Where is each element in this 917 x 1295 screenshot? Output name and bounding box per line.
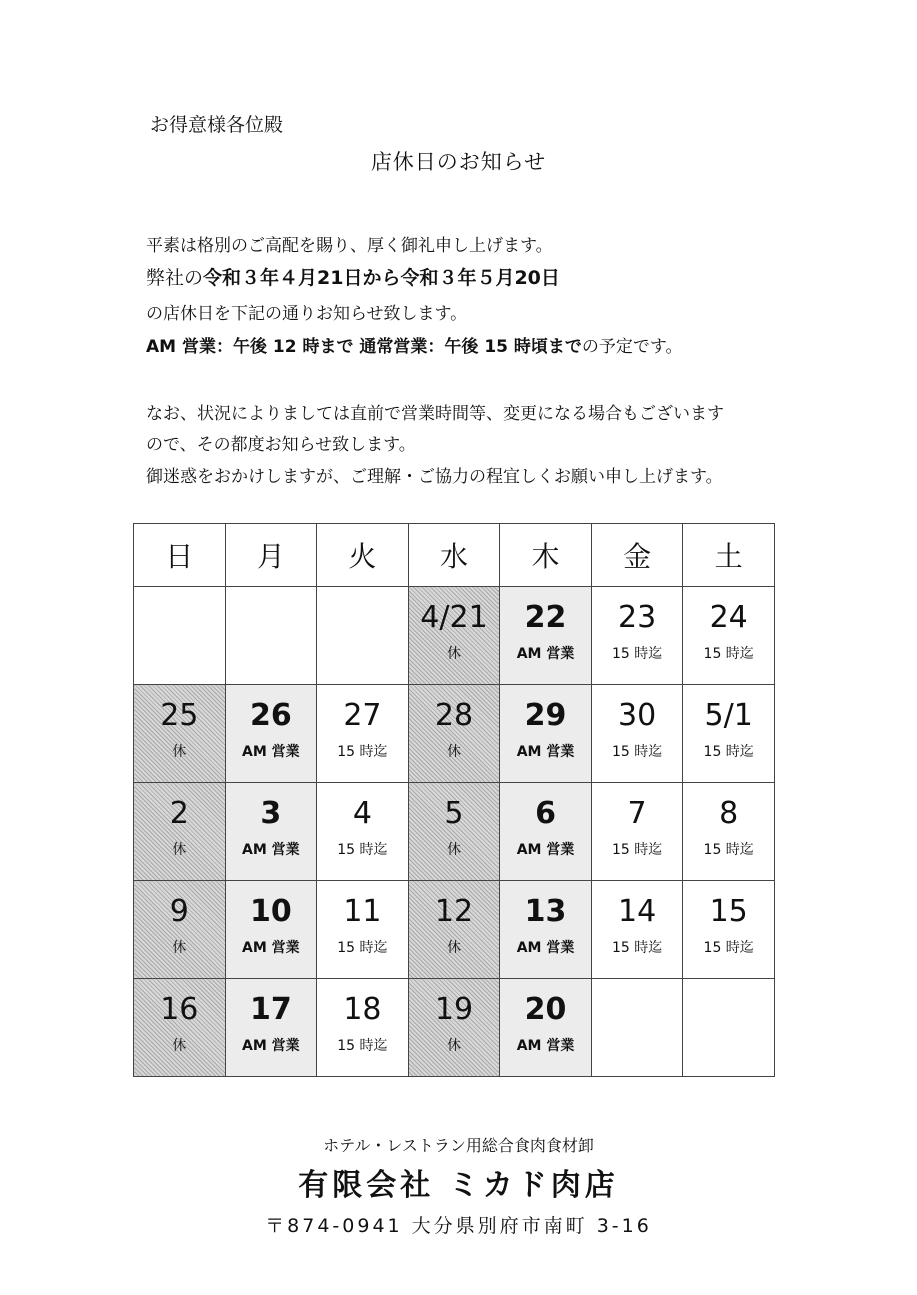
calendar-week-row (134, 979, 775, 1077)
calendar-day-cell (317, 979, 409, 1077)
calendar-day-cell (591, 783, 683, 881)
weekday-thu: 木 (500, 524, 592, 587)
day-status: 15 時迄 (611, 842, 663, 858)
day-number: 4/21 (420, 600, 488, 635)
day-status: AM 営業 (516, 1038, 575, 1054)
day-status: 15 時迄 (703, 744, 754, 760)
day-number: 4 (352, 796, 372, 831)
day-status: 15 時迄 (703, 646, 754, 662)
company-address: 〒874-0941 大分県別府市南町 3-16 (265, 1215, 652, 1237)
announce-line: の店休日を下記の通りお知らせ致します。 (146, 304, 468, 324)
day-status: AM 営業 (516, 646, 575, 662)
day-status: 15 時迄 (337, 940, 388, 956)
day-status: 休 (446, 940, 461, 956)
day-number: 5 (444, 796, 464, 831)
day-status: 15 時迄 (611, 744, 663, 760)
company-name: 有限会社 ミカド肉店 (298, 1168, 619, 1203)
calendar-day-cell (683, 783, 775, 881)
calendar-day-cell (591, 979, 683, 1077)
day-status: AM 営業 (242, 1038, 300, 1054)
closure-period: 令和３年４月21日から令和３年５月20日 (203, 267, 560, 289)
calendar-day-cell (591, 587, 683, 685)
period-prefix: 弊社の (146, 267, 204, 289)
calendar-day-cell (408, 783, 500, 881)
business-hours: AM 営業：午後 12 時まで 通常営業：午後 15 時頃まで (146, 337, 582, 357)
day-number: 17 (249, 992, 292, 1027)
calendar-day-cell (134, 685, 226, 783)
day-status: AM 営業 (242, 744, 300, 760)
day-number: 18 (343, 992, 382, 1027)
day-number: 13 (524, 894, 567, 929)
day-status: 休 (446, 842, 461, 858)
day-number: 25 (160, 698, 199, 733)
calendar-day-cell (225, 685, 317, 783)
calendar-day-cell (317, 587, 409, 685)
weekday-header-row (134, 524, 775, 587)
day-status: 15 時迄 (337, 744, 388, 760)
period-line (146, 263, 560, 290)
day-number: 27 (343, 698, 382, 733)
day-status: AM 営業 (242, 842, 300, 858)
day-number: 29 (524, 698, 567, 733)
closure-calendar (133, 523, 775, 1077)
day-number: 19 (434, 992, 474, 1027)
day-status: AM 営業 (516, 940, 575, 956)
calendar-day-cell (225, 783, 317, 881)
day-number: 3 (260, 796, 282, 831)
day-number: 24 (709, 600, 748, 635)
day-number: 10 (249, 894, 292, 929)
calendar-day-cell (683, 587, 775, 685)
calendar-day-cell (500, 979, 592, 1077)
calendar-week-row (134, 783, 775, 881)
day-status: 15 時迄 (703, 842, 754, 858)
day-number: 28 (434, 698, 474, 733)
day-number: 20 (524, 992, 567, 1027)
day-number: 23 (618, 600, 657, 635)
calendar-week-row (134, 881, 775, 979)
weekday-sat: 土 (683, 524, 775, 587)
calendar-day-cell (591, 881, 683, 979)
day-status: 15 時迄 (703, 940, 754, 956)
greeting-line: 平素は格別のご高配を賜り、厚く御礼申し上げます。 (146, 236, 553, 256)
calendar-day-cell (408, 587, 500, 685)
calendar-day-cell (591, 685, 683, 783)
day-status: 15 時迄 (337, 1038, 388, 1054)
calendar-day-cell (225, 587, 317, 685)
day-number: 16 (160, 992, 199, 1027)
calendar-day-cell (317, 783, 409, 881)
calendar-week-row (134, 685, 775, 783)
calendar-day-cell (683, 979, 775, 1077)
business-description: ホテル・レストラン用総合食肉食材卸 (323, 1136, 594, 1155)
day-status: 休 (172, 744, 187, 760)
calendar-day-cell (134, 881, 226, 979)
calendar-day-cell (225, 979, 317, 1077)
day-status: 休 (172, 842, 187, 858)
calendar-day-cell (134, 979, 226, 1077)
day-number: 26 (249, 698, 292, 733)
weekday-sun: 日 (134, 524, 226, 587)
day-status: 15 時迄 (611, 940, 663, 956)
calendar-day-cell (408, 881, 500, 979)
day-number: 8 (719, 796, 739, 831)
calendar-day-cell (317, 881, 409, 979)
calendar-day-cell (683, 685, 775, 783)
calendar-day-cell (408, 685, 500, 783)
notice-line-1: なお、状況によりましては直前で営業時間等、変更になる場合もございます (146, 404, 724, 424)
salutation: お得意様各位殿 (150, 114, 284, 136)
notice-line-2: ので、その都度お知らせ致します。 (146, 435, 416, 455)
calendar-day-cell (225, 881, 317, 979)
weekday-tue: 火 (317, 524, 409, 587)
calendar-day-cell (500, 783, 592, 881)
calendar-day-cell (500, 685, 592, 783)
notice-line-3: 御迷惑をおかけしますが、ご理解・ご協力の程宜しくお願い申し上げます。 (146, 467, 723, 487)
day-status: 15 時迄 (611, 646, 663, 662)
day-number: 14 (618, 894, 657, 929)
day-number: 30 (618, 698, 657, 733)
day-status: 休 (172, 1038, 187, 1054)
day-number: 2 (169, 796, 189, 831)
day-status: AM 営業 (242, 940, 300, 956)
day-number: 22 (524, 600, 567, 635)
calendar-day-cell (500, 587, 592, 685)
hours-suffix: の予定です。 (581, 337, 683, 357)
day-number: 11 (343, 894, 382, 929)
day-number: 6 (535, 796, 556, 831)
day-number: 7 (627, 796, 647, 831)
day-status: 休 (172, 940, 187, 956)
weekday-mon: 月 (225, 524, 317, 587)
calendar-day-cell (317, 685, 409, 783)
calendar-day-cell (134, 587, 226, 685)
day-number: 12 (434, 894, 474, 929)
hours-line (146, 332, 683, 357)
day-status: 休 (446, 1038, 461, 1054)
day-number: 5/1 (704, 698, 753, 733)
day-status: AM 営業 (516, 744, 575, 760)
weekday-fri: 金 (591, 524, 683, 587)
day-status: 15 時迄 (337, 842, 388, 858)
day-number: 15 (709, 894, 748, 929)
calendar-week-row (134, 587, 775, 685)
day-status: 休 (446, 744, 461, 760)
day-number: 9 (169, 894, 189, 929)
calendar-day-cell (500, 881, 592, 979)
weekday-wed: 水 (408, 524, 500, 587)
notice-title: 店休日のお知らせ (370, 150, 547, 174)
calendar-day-cell (134, 783, 226, 881)
calendar-day-cell (408, 979, 500, 1077)
calendar-day-cell (683, 881, 775, 979)
day-status: AM 営業 (516, 842, 575, 858)
day-status: 休 (446, 646, 461, 662)
